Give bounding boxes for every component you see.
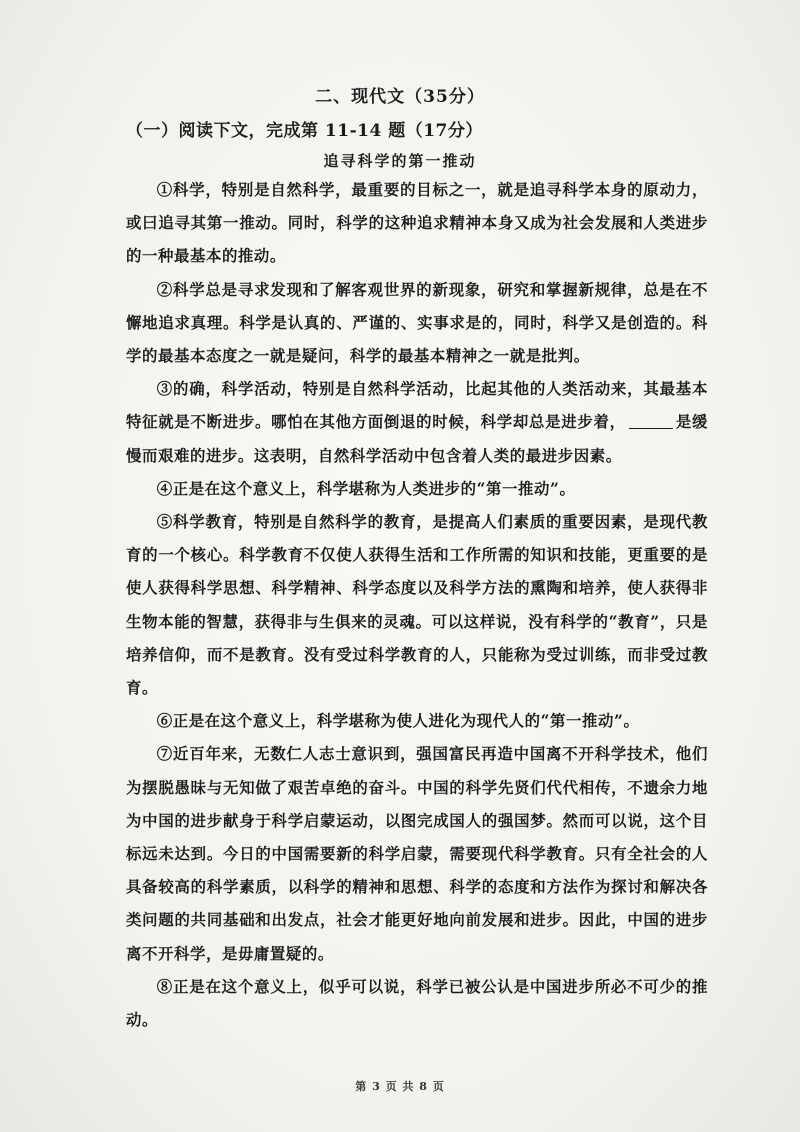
subsection-title: （一）阅读下文，完成第 11-14 题（17分） xyxy=(126,121,483,141)
paragraph-7: ⑦近百年来，无数仁人志士意识到，强国富民再造中国离不开科学技术，他们为摆脱愚昧与无知做了艰苦卓绝的奋斗。中国的科学先贤们代代相传，不遗余力地为中国的进步献身于科学启蒙运动，以图完成国人的强国梦。然而可以说，这个目标远未达到。今日的中国需要新的科学启蒙，需要现代科学教育。只有全社会的人具备较高的科学素质，以科学的精神和思想、科学的态度和方法作为探讨和解决各类问题的共同基础和出发点，社会才能更好地向前发展和进步。因此，中国的进步离不开科学，是毋庸置疑的。 xyxy=(126,745,708,963)
paragraph-3-text-after-blank: 是缓慢而艰难的进步。这表明，自然科学活动中包含着人类的最进步因素。 xyxy=(126,413,708,465)
page-number-footer: 第 3 页 共 8 页 xyxy=(355,1080,445,1093)
paragraph-4: ④正是在这个意义上，科学堪称为人类进步的“第一推动”。 xyxy=(156,479,576,498)
fill-in-blank[interactable] xyxy=(629,410,673,429)
paragraph-5: ⑤科学教育，特别是自然科学的教育，是提高人们素质的重要因素，是现代教育的一个核心。科学教育不仅使人获得生活和工作所需的知识和技能，更重要的是使人获得科学思想、科学精神、科学态度以及科学方法的熏陶和培养，使人获得非生物本能的智慧，获得非与生俱来的灵魂。可以这样说，没有科学的“教育”，只是培养信仰，而不是教育。没有受过科学教育的人，只能称为受过训练，而非受过教育。 xyxy=(126,513,708,698)
article-body xyxy=(126,174,708,1037)
paragraph-6: ⑥正是在这个意义上，科学堪称为使人进化为现代人的“第一推动”。 xyxy=(156,712,640,731)
paragraph-3 xyxy=(126,373,708,473)
section-title: 二、现代文（35分） xyxy=(315,87,485,107)
paragraph-8: ⑧正是在这个意义上，似乎可以说，科学已被公认是中国进步所必不可少的推动。 xyxy=(126,977,708,1030)
paragraph-2: ②科学总是寻求发现和了解客观世界的新现象，研究和掌握新规律，总是在不懈地追求真理。科学是认真的、严谨的、实事求是的，同时，科学又是创造的。科学的最基本态度之一就是疑问，科学的最基本精神之一就是批判。 xyxy=(126,280,708,366)
paragraph-1: ①科学，特别是自然科学，最重要的目标之一，就是追寻科学本身的原动力，或曰追寻其第一推动。同时，科学的这种追求精神本身又成为社会发展和人类进步的一种最基本的推动。 xyxy=(126,181,708,266)
article-title: 追寻科学的第一推动 xyxy=(323,152,477,170)
paragraph-3-text-before-blank: ③的确，科学活动，特别是自然科学活动，比起其他的人类活动来，其最基本特征就是不断进步。哪怕在其他方面倒退的时候，科学却总是进步着， xyxy=(126,380,708,432)
